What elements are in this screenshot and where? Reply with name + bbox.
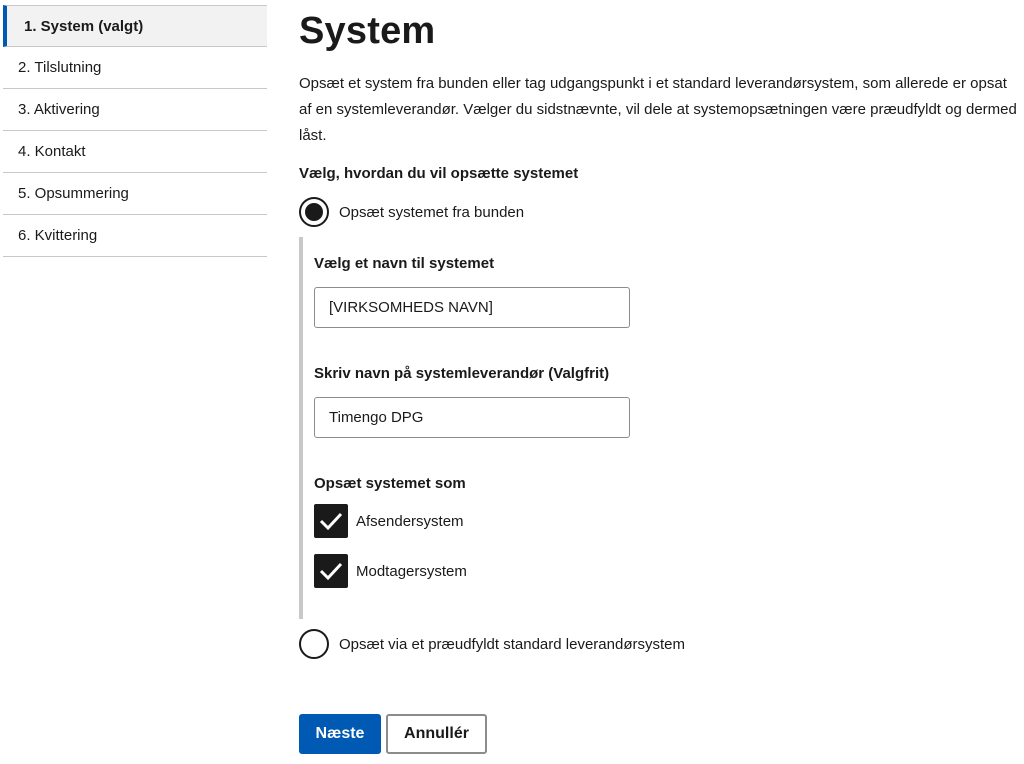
radio-button-selected[interactable] [299,197,329,227]
step-item-kontakt[interactable] [3,131,267,173]
scratch-setup-panel [299,237,803,619]
page-title: System [299,10,436,52]
checkmark-icon [319,561,343,581]
step-item-opsummering[interactable] [3,173,267,215]
step-item-aktivering[interactable] [3,89,267,131]
step-label: 4. Kontakt [18,143,86,160]
radio-label-prefilled: Opsæt via et præudfyldt standard leverandørsystem [339,635,685,653]
step-item-tilslutning[interactable] [3,47,267,89]
intro-text: Opsæt et system fra bunden eller tag udgangspunkt i et standard leverandørsystem, som allerede er opsat af en systemleverandør. Vælger du sidstnævnte, vil dele at systemopsætningen være præudfyldt og dermed låst. [299,75,1017,144]
checkbox-checked[interactable] [314,504,348,538]
setup-as-label: Opsæt systemet som [314,475,466,492]
radio-option-prefilled[interactable] [299,629,685,659]
step-item-kvittering[interactable] [3,215,267,257]
checkbox-checked[interactable] [314,554,348,588]
vendor-name-label: Skriv navn på systemleverandør (Valgfrit) [314,365,610,382]
system-name-label: Vælg et navn til systemet [314,255,495,272]
system-name-input[interactable] [314,287,630,328]
radio-option-scratch[interactable] [299,197,524,227]
step-item-system[interactable] [3,5,267,47]
setup-method-question: Vælg, hvordan du vil opsætte systemet [299,165,579,182]
step-label: 5. Opsummering [18,185,129,202]
main-content [299,0,1021,742]
checkmark-icon [319,511,343,531]
radio-button-unselected[interactable] [299,629,329,659]
cancel-button[interactable]: Annullér [386,714,487,754]
radio-label-scratch: Opsæt systemet fra bunden [339,203,525,221]
checkbox-sender-system[interactable] [314,504,464,538]
step-label: 6. Kvittering [18,227,98,244]
step-label: 1. System (valgt) [24,17,144,35]
checkbox-receiver-system[interactable] [314,554,467,588]
vendor-name-input[interactable] [314,397,630,438]
step-label: 2. Tilslutning [18,59,102,76]
radio-dot-icon [305,203,323,221]
step-navigation [3,5,267,257]
next-button[interactable]: Næste [299,714,381,754]
checkbox-label: Modtagersystem [356,562,467,580]
checkbox-label: Afsendersystem [356,512,464,530]
step-label: 3. Aktivering [18,101,100,118]
